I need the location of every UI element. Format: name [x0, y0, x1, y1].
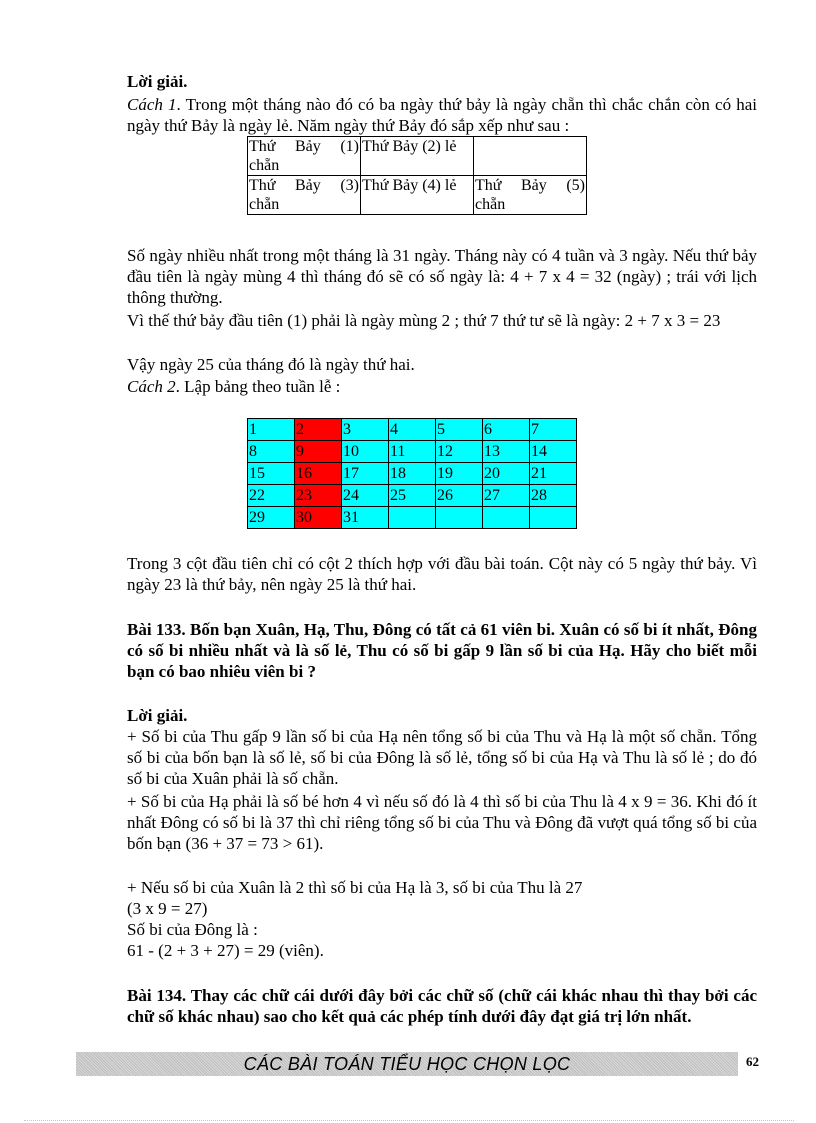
footer-banner	[76, 1052, 738, 1076]
paragraph-case-line-4: 61 - (2 + 3 + 27) = 29 (viên).	[127, 941, 324, 960]
calendar-cell: 3	[342, 419, 389, 441]
saturday-cell: Thứ Bảy (2) lẻ	[361, 137, 474, 176]
calendar-cell: 21	[530, 463, 577, 485]
calendar-cell: 19	[436, 463, 483, 485]
page-bottom-divider	[24, 1120, 794, 1121]
method1-text: . Trong một tháng nào đó có ba ngày thứ bảy là ngày chẵn thì chắc chắn còn có hai ngày thứ Bảy là ngày lẻ. Năm ngày thứ Bảy đó sắp xếp như sau :	[127, 95, 757, 135]
calendar-cell: 12	[436, 441, 483, 463]
calendar-row	[248, 419, 577, 441]
calendar-cell: 5	[436, 419, 483, 441]
calendar-cell-highlight: 9	[295, 441, 342, 463]
calendar-cell-highlight: 30	[295, 507, 342, 529]
calendar-cell: 18	[389, 463, 436, 485]
saturday-row	[248, 176, 587, 215]
method2-paragraph	[127, 376, 757, 397]
paragraph-case-line-1: + Nếu số bi của Xuân là 2 thì số bi của Hạ là 3, số bi của Thu là 27	[127, 878, 583, 897]
calendar-cell: 11	[389, 441, 436, 463]
calendar-cell: 13	[483, 441, 530, 463]
paragraph-conclusion: Vậy ngày 25 của tháng đó là ngày thứ hai.	[127, 355, 415, 374]
saturday-cell: Thứ Bảy (1) chẵn	[249, 138, 359, 174]
calendar-cell: 20	[483, 463, 530, 485]
saturday-cell: Thứ Bảy (3) chẵn	[249, 177, 359, 213]
calendar-cell	[436, 507, 483, 529]
calendar-cell: 8	[248, 441, 295, 463]
method1-label: Cách 1	[127, 95, 177, 114]
page-number: 62	[746, 1054, 759, 1069]
calendar-cell: 15	[248, 463, 295, 485]
calendar-table	[247, 418, 577, 529]
calendar-cell: 25	[389, 485, 436, 507]
solution-heading-1: Lời giải.	[127, 72, 188, 91]
saturday-cell: Thứ Bảy (5) chẵn	[475, 177, 585, 213]
calendar-cell: 31	[342, 507, 389, 529]
calendar-cell: 17	[342, 463, 389, 485]
paragraph-column-analysis: Trong 3 cột đầu tiên chỉ có cột 2 thích hợp với đầu bài toán. Cột này có 5 ngày thứ bảy. Vì ngày 23 là thứ bảy, nên ngày 25 là thứ hai.	[127, 554, 757, 594]
paragraph-days-count: Số ngày nhiều nhất trong một tháng là 31 ngày. Tháng này có 4 tuần và 3 ngày. Nếu thứ bảy đầu tiên là ngày mùng 4 thì tháng đó sẽ có số ngày là: 4 + 7 x 4 = 32 (ngày) ; trái với lịch thông thường.	[127, 246, 757, 307]
footer-title: CÁC BÀI TOÁN TIỂU HỌC CHỌN LỌC	[243, 1054, 571, 1074]
calendar-cell-highlight: 23	[295, 485, 342, 507]
calendar-cell: 26	[436, 485, 483, 507]
solution-heading-2: Lời giải.	[127, 706, 188, 725]
calendar-cell: 22	[248, 485, 295, 507]
calendar-cell: 24	[342, 485, 389, 507]
calendar-cell: 14	[530, 441, 577, 463]
calendar-cell-highlight: 16	[295, 463, 342, 485]
paragraph-case-line-3: Số bi của Đông là :	[127, 920, 258, 939]
saturday-cell: Thứ Bảy (4) lẻ	[361, 176, 474, 215]
paragraph-parity: + Số bi của Thu gấp 9 lần số bi của Hạ nên tổng số bi của Thu và Hạ là một số chẵn. Tổng số bi của bốn bạn là số lẻ, số bi của Đông là số lẻ, tổng số bi của Hạ và Thu là số lẻ ; do đó số bi của Xuân phải là số chẵn.	[127, 727, 757, 788]
saturday-cell	[474, 137, 587, 176]
saturday-table	[247, 136, 587, 215]
calendar-cell: 29	[248, 507, 295, 529]
calendar-cell: 1	[248, 419, 295, 441]
paragraph-ha-bound: + Số bi của Hạ phải là số bé hơn 4 vì nếu số đó là 4 thì số bi của Thu là 4 x 9 = 36. Khi đó ít nhất Đông có số bi là 37 thì chỉ riêng tổng số bi của Thu và Đông đã vượt quá tổng số bi của bốn bạn (36 + 37 = 73 > 61).	[127, 792, 757, 853]
calendar-cell: 10	[342, 441, 389, 463]
calendar-cell: 28	[530, 485, 577, 507]
calendar-row	[248, 485, 577, 507]
method1-paragraph	[127, 94, 757, 136]
problem-134-statement: Bài 134. Thay các chữ cái dưới đây bởi các chữ số (chữ cái khác nhau thì thay bởi các chữ số khác nhau) sao cho kết quả các phép tính dưới đây đạt giá trị lớn nhất.	[127, 986, 757, 1026]
saturday-row	[248, 137, 587, 176]
calendar-cell: 27	[483, 485, 530, 507]
calendar-cell	[389, 507, 436, 529]
calendar-cell: 4	[389, 419, 436, 441]
calendar-cell	[530, 507, 577, 529]
method2-text: . Lập bảng theo tuần lễ :	[175, 377, 341, 396]
paragraph-case-line-2: (3 x 9 = 27)	[127, 899, 208, 918]
calendar-row	[248, 463, 577, 485]
calendar-cell-highlight: 2	[295, 419, 342, 441]
method2-label: Cách 2	[127, 377, 176, 396]
paragraph-first-saturday: Vì thế thứ bảy đầu tiên (1) phải là ngày mùng 2 ; thứ 7 thứ tư sẽ là ngày: 2 + 7 x 3 = 23	[127, 311, 721, 330]
calendar-row	[248, 507, 577, 529]
problem-133-statement: Bài 133. Bốn bạn Xuân, Hạ, Thu, Đông có tất cả 61 viên bi. Xuân có số bi ít nhất, Đông có số bi nhiều nhất và là số lẻ, Thu có số bi gấp 9 lần số bi của Hạ. Hãy cho biết mỗi bạn có bao nhiêu viên bi ?	[127, 620, 757, 681]
calendar-row	[248, 441, 577, 463]
calendar-cell	[483, 507, 530, 529]
calendar-cell: 7	[530, 419, 577, 441]
calendar-cell: 6	[483, 419, 530, 441]
